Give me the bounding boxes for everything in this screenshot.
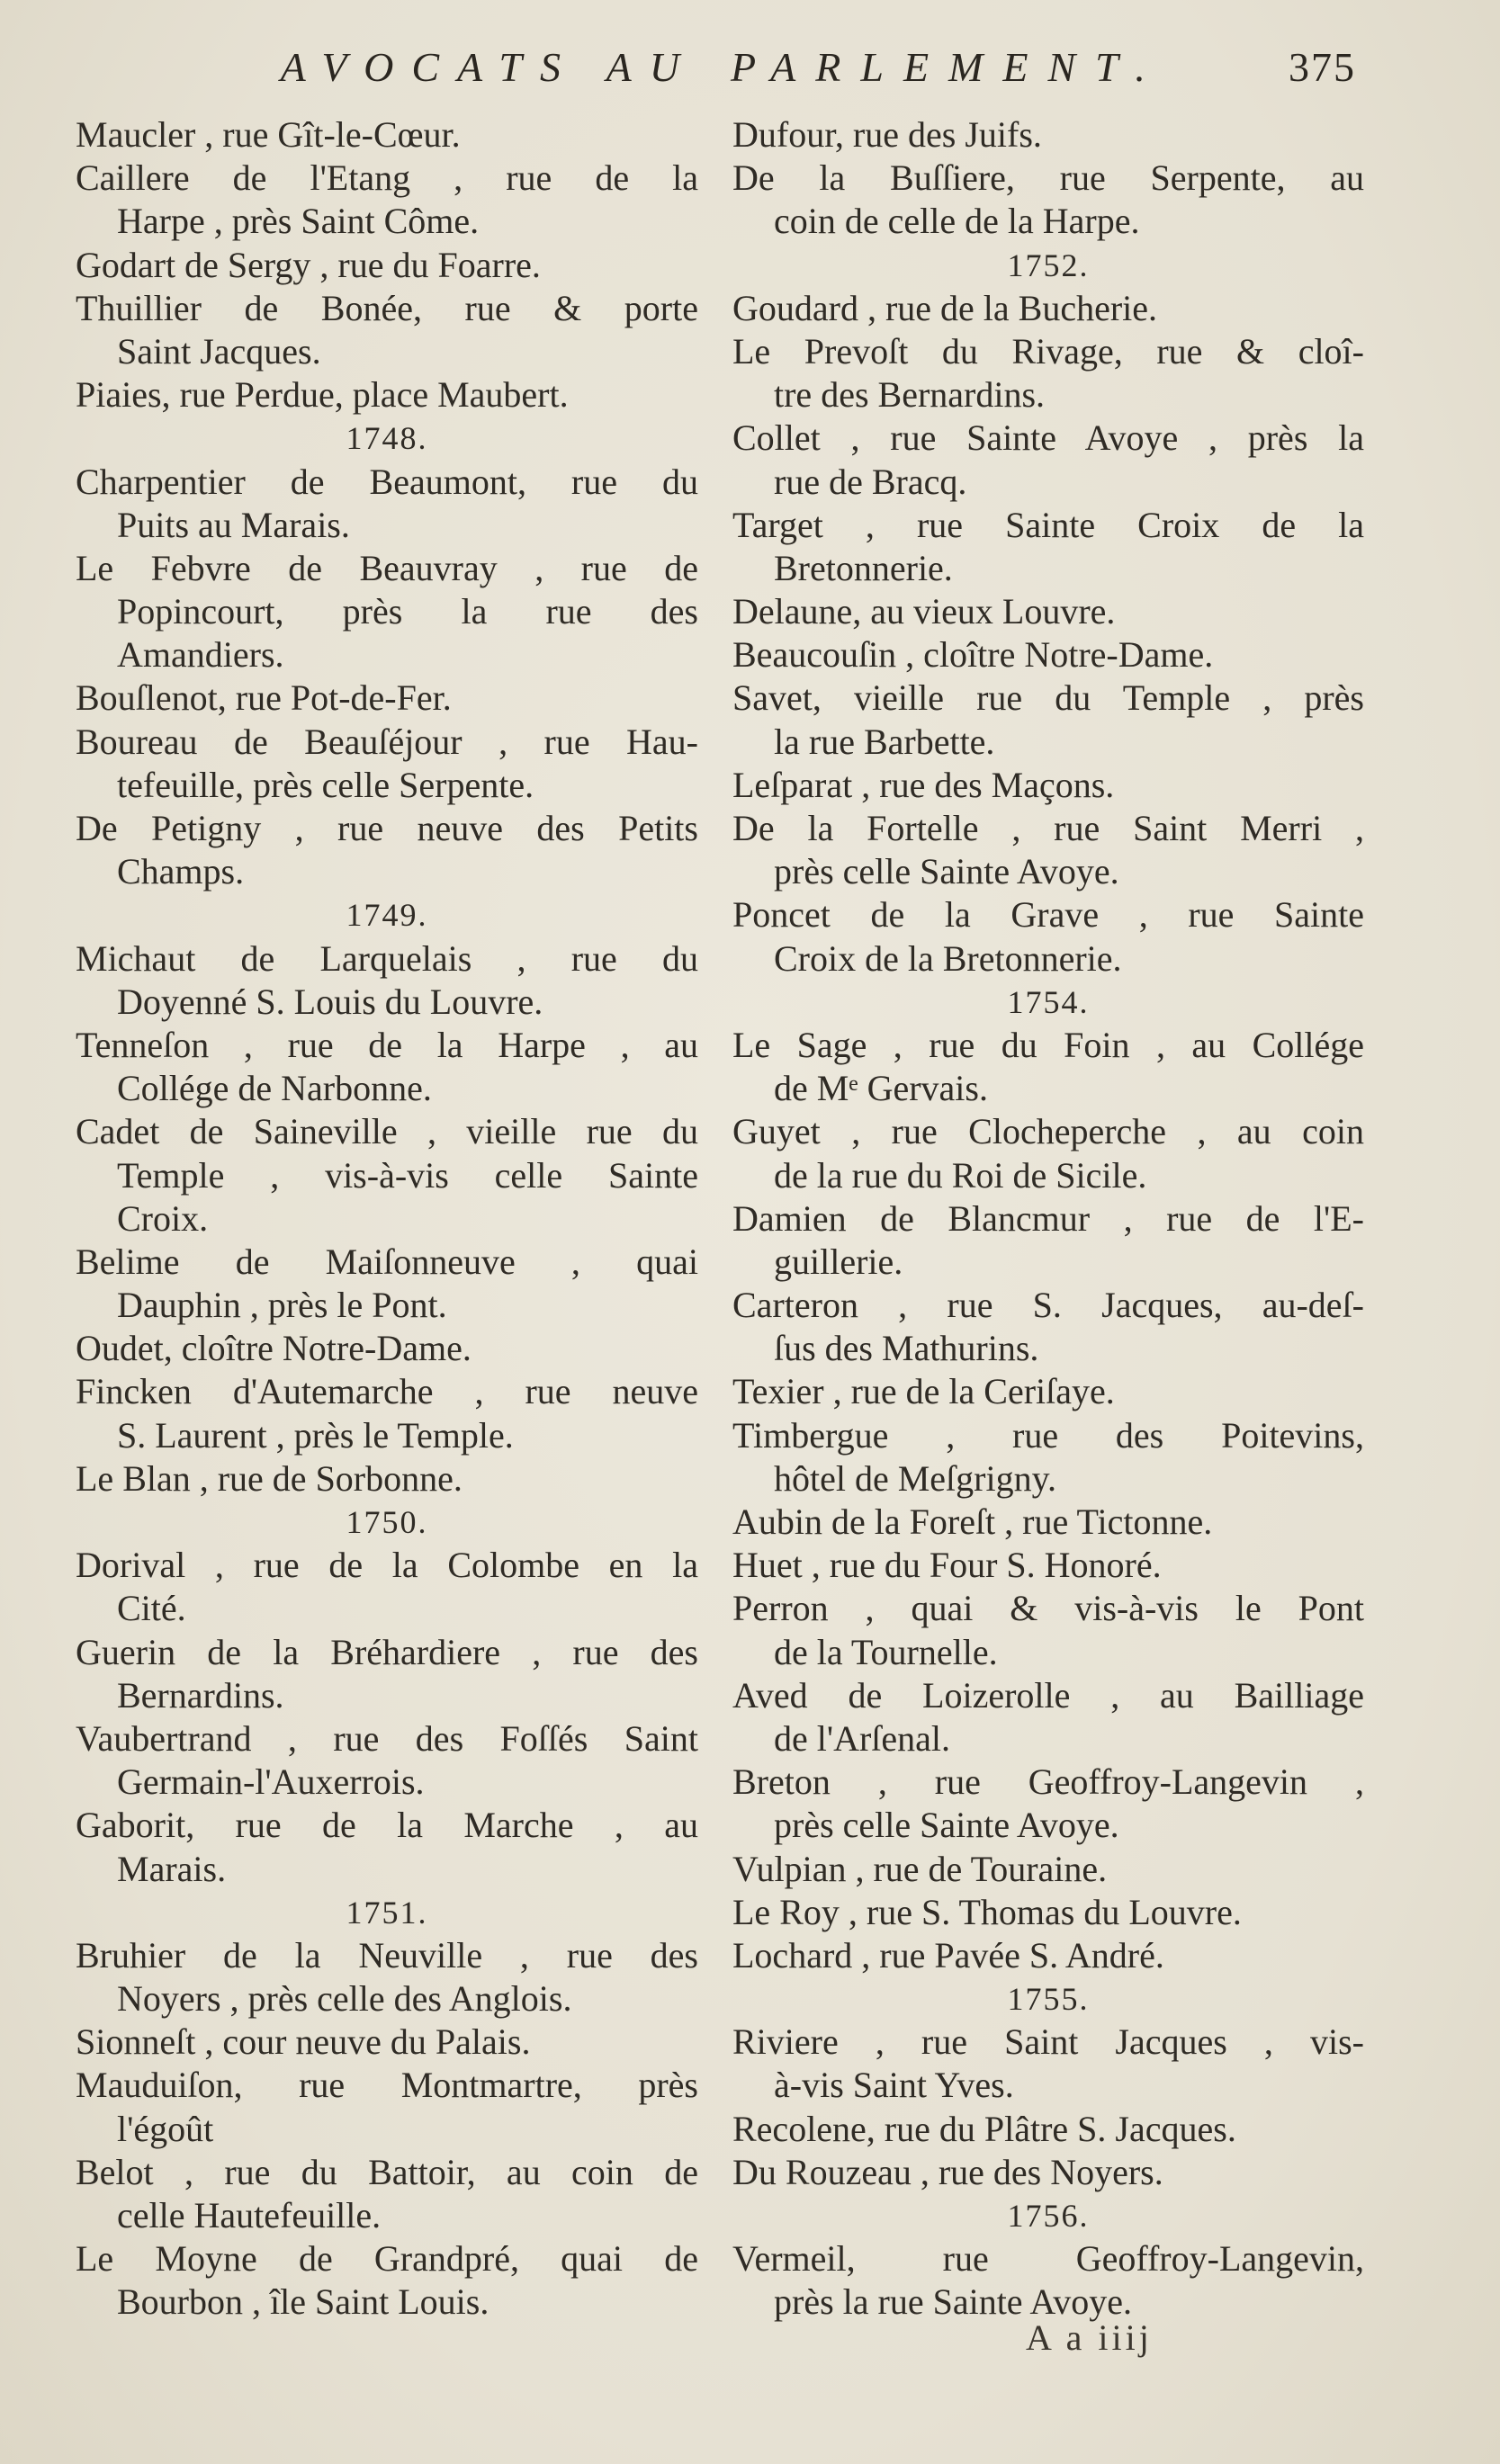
entry-continuation-line: Saint Jacques. bbox=[117, 330, 321, 372]
year-heading: 1749. bbox=[346, 897, 428, 934]
entry-line: Caillere de l'Etang , rue de la bbox=[76, 157, 698, 199]
entry-line: Le Blan , rue de Sorbonne. bbox=[76, 1457, 463, 1499]
entry-continuation-line: Bernardins. bbox=[117, 1674, 284, 1716]
entry-line: Bruhier de la Neuville , rue des bbox=[76, 1934, 698, 1976]
entry-line: De la Fortelle , rue Saint Merri , bbox=[732, 808, 1364, 848]
year-heading: 1751. bbox=[346, 1894, 428, 1931]
entry-continuation-line: Noyers , près celle des Anglois. bbox=[117, 1978, 572, 2020]
entry-line: Breton , rue Geoffroy-Langevin , bbox=[732, 1761, 1364, 1803]
entry-continuation-line: de l'Arſenal. bbox=[774, 1717, 951, 1759]
entry-continuation-line: hôtel de Meſgrigny. bbox=[774, 1457, 1057, 1499]
entry-line: Bouſlenot, rue Pot-de-Fer. bbox=[76, 677, 452, 719]
running-head-right: PARLEMENT. bbox=[731, 44, 1165, 90]
entry-continuation-line: près celle Sainte Avoye. bbox=[774, 1805, 1119, 1846]
entry-line: Aved de Loizerolle , au Bailliage bbox=[732, 1674, 1364, 1716]
entry-continuation-line: Temple , vis-à-vis celle Sainte bbox=[117, 1154, 698, 1196]
entry-continuation-line: Popincourt, près la rue des bbox=[117, 591, 698, 632]
entry-continuation-line: Germain-l'Auxerrois. bbox=[117, 1761, 425, 1803]
entry-continuation-line: Bourbon , île Saint Louis. bbox=[117, 2281, 490, 2323]
year-heading: 1748. bbox=[346, 420, 428, 457]
entry-line: Guyet , rue Clocheperche , au coin bbox=[732, 1111, 1364, 1152]
entry-continuation-line: celle Hautefeuille. bbox=[117, 2195, 382, 2236]
year-heading: 1752. bbox=[1007, 246, 1090, 283]
entry-line: Vaubertrand , rue des Foſſés Saint bbox=[76, 1717, 698, 1759]
entry-continuation-line: tre des Bernardins. bbox=[774, 374, 1046, 416]
entry-continuation-line: de la Tournelle. bbox=[774, 1631, 998, 1672]
entry-line: Dorival , rue de la Colombe en la bbox=[76, 1545, 698, 1586]
entry-line: Belime de Maiſonneuve , quai bbox=[76, 1241, 698, 1282]
entry-line: Godart de Sergy , rue du Foarre. bbox=[76, 244, 541, 285]
entry-line: Collet , rue Sainte Avoye , près la bbox=[732, 417, 1364, 459]
entry-continuation-line: Cité. bbox=[117, 1588, 186, 1629]
entry-line: Savet, vieille rue du Temple , près bbox=[732, 677, 1364, 719]
left-column bbox=[76, 113, 698, 2325]
entry-line: Carteron , rue S. Jacques, au-deſ- bbox=[732, 1285, 1364, 1326]
entry-line: Aubin de la Foreſt , rue Tictonne. bbox=[732, 1501, 1213, 1542]
entry-line: Huet , rue du Four S. Honoré. bbox=[732, 1545, 1162, 1586]
entry-continuation-line: guillerie. bbox=[774, 1241, 903, 1282]
entry-line: Mauduiſon, rue Montmartre, près bbox=[76, 2065, 698, 2106]
entry-continuation-line: ſus des Mathurins. bbox=[774, 1328, 1039, 1369]
entry-line: Maucler , rue Gît-le-Cœur. bbox=[76, 114, 461, 155]
entry-line: Oudet, cloître Notre-Dame. bbox=[76, 1328, 472, 1369]
entry-line: Fincken d'Autemarche , rue neuve bbox=[76, 1371, 698, 1412]
entry-continuation-line: tefeuille, près celle Serpente. bbox=[117, 764, 534, 805]
entry-line: Poncet de la Grave , rue Sainte bbox=[732, 894, 1364, 936]
entry-line: Le Sage , rue du Foin , au Collége bbox=[732, 1024, 1364, 1065]
entry-continuation-line: l'égoût bbox=[117, 2108, 214, 2149]
entry-line: Vulpian , rue de Touraine. bbox=[732, 1848, 1108, 1889]
entry-line: Texier , rue de la Ceriſaye. bbox=[732, 1371, 1115, 1412]
entry-line: Dufour, rue des Juifs. bbox=[732, 114, 1042, 155]
entry-line: Target , rue Sainte Croix de la bbox=[732, 504, 1364, 545]
year-heading: 1754. bbox=[1007, 983, 1090, 1020]
entry-line: Cadet de Saineville , vieille rue du bbox=[76, 1111, 698, 1152]
year-heading: 1756. bbox=[1007, 2198, 1090, 2234]
entry-line: Michaut de Larquelais , rue du bbox=[76, 937, 698, 979]
entry-line: Recolene, rue du Plâtre S. Jacques. bbox=[732, 2108, 1236, 2149]
entry-line: Gaborit, rue de la Marche , au bbox=[76, 1805, 698, 1846]
entry-continuation-line: près celle Sainte Avoye. bbox=[774, 851, 1119, 892]
entry-continuation-line: Marais. bbox=[117, 1848, 227, 1889]
entry-line: Tenneſon , rue de la Harpe , au bbox=[76, 1024, 698, 1065]
entry-line: Le Prevoſt du Rivage, rue & cloî- bbox=[732, 330, 1364, 372]
entry-continuation-line: Dauphin , près le Pont. bbox=[117, 1285, 447, 1326]
entry-continuation-line: Puits au Marais. bbox=[117, 504, 350, 545]
printer-signature-mark: A a iiij bbox=[1026, 2317, 1153, 2358]
entry-line: Belot , rue du Battoir, au coin de bbox=[76, 2151, 698, 2192]
entry-line: Riviere , rue Saint Jacques , vis- bbox=[732, 2021, 1364, 2063]
entry-line: Delaune, au vieux Louvre. bbox=[732, 591, 1116, 632]
entry-line: Goudard , rue de la Bucherie. bbox=[732, 287, 1158, 328]
entry-line: Thuillier de Bonée, rue & porte bbox=[76, 287, 698, 328]
entry-line: Perron , quai & vis-à-vis le Pont bbox=[732, 1588, 1364, 1629]
entry-line: Timbergue , rue des Poitevins, bbox=[732, 1414, 1364, 1456]
entry-line: Piaies, rue Perdue, place Maubert. bbox=[76, 374, 569, 416]
page-number: 375 bbox=[1289, 44, 1356, 90]
entry-line: De la Buſſiere, rue Serpente, au bbox=[732, 157, 1364, 199]
entry-continuation-line: Croix de la Bretonnerie. bbox=[774, 937, 1122, 979]
entry-continuation-line: rue de Bracq. bbox=[774, 461, 967, 502]
entry-continuation-line: Amandiers. bbox=[117, 634, 284, 676]
entry-continuation-line: de la rue du Roi de Sicile. bbox=[774, 1154, 1147, 1196]
entry-continuation-line: de Mᵉ Gervais. bbox=[774, 1068, 988, 1109]
entry-line: Du Rouzeau , rue des Noyers. bbox=[732, 2151, 1163, 2192]
entry-continuation-line: Bretonnerie. bbox=[774, 547, 953, 588]
entry-line: Beaucouſin , cloître Notre-Dame. bbox=[732, 634, 1214, 676]
entry-line: Le Roy , rue S. Thomas du Louvre. bbox=[732, 1891, 1242, 1932]
entry-continuation-line: Croix. bbox=[117, 1197, 209, 1239]
entry-line: Boureau de Beauſéjour , rue Hau- bbox=[76, 721, 698, 762]
year-heading: 1750. bbox=[346, 1504, 428, 1540]
entry-continuation-line: la rue Barbette. bbox=[774, 721, 995, 762]
running-head-left: AVOCATS AU bbox=[280, 44, 697, 90]
entry-continuation-line: Harpe , près Saint Côme. bbox=[117, 201, 480, 242]
entry-line: Guerin de la Bréhardiere , rue des bbox=[76, 1631, 698, 1672]
entry-continuation-line: à-vis Saint Yves. bbox=[774, 2065, 1014, 2106]
entry-line: Charpentier de Beaumont, rue du bbox=[76, 461, 698, 502]
entry-line: Lochard , rue Pavée S. André. bbox=[732, 1934, 1164, 1976]
entry-line: Le Febvre de Beauvray , rue de bbox=[76, 547, 698, 588]
entry-line: Vermeil, rue Geoffroy-Langevin, bbox=[732, 2238, 1364, 2280]
entry-continuation-line: Doyenné S. Louis du Louvre. bbox=[117, 981, 543, 1022]
right-column bbox=[732, 113, 1364, 2325]
entry-line: De Petigny , rue neuve des Petits bbox=[76, 808, 698, 848]
entry-continuation-line: coin de celle de la Harpe. bbox=[774, 201, 1140, 242]
entry-continuation-line: Champs. bbox=[117, 851, 245, 892]
entry-line: Damien de Blancmur , rue de l'E- bbox=[732, 1197, 1364, 1239]
entry-line: Sionneſt , cour neuve du Palais. bbox=[76, 2021, 531, 2063]
entry-continuation-line: Collége de Narbonne. bbox=[117, 1068, 432, 1109]
entry-continuation-line: S. Laurent , près le Temple. bbox=[117, 1414, 514, 1456]
year-heading: 1755. bbox=[1007, 1981, 1090, 2018]
entry-continuation-line: près la rue Sainte Avoye. bbox=[774, 2281, 1133, 2323]
entry-line: Le Moyne de Grandpré, quai de bbox=[76, 2238, 698, 2280]
entry-line: Leſparat , rue des Maçons. bbox=[732, 764, 1115, 805]
